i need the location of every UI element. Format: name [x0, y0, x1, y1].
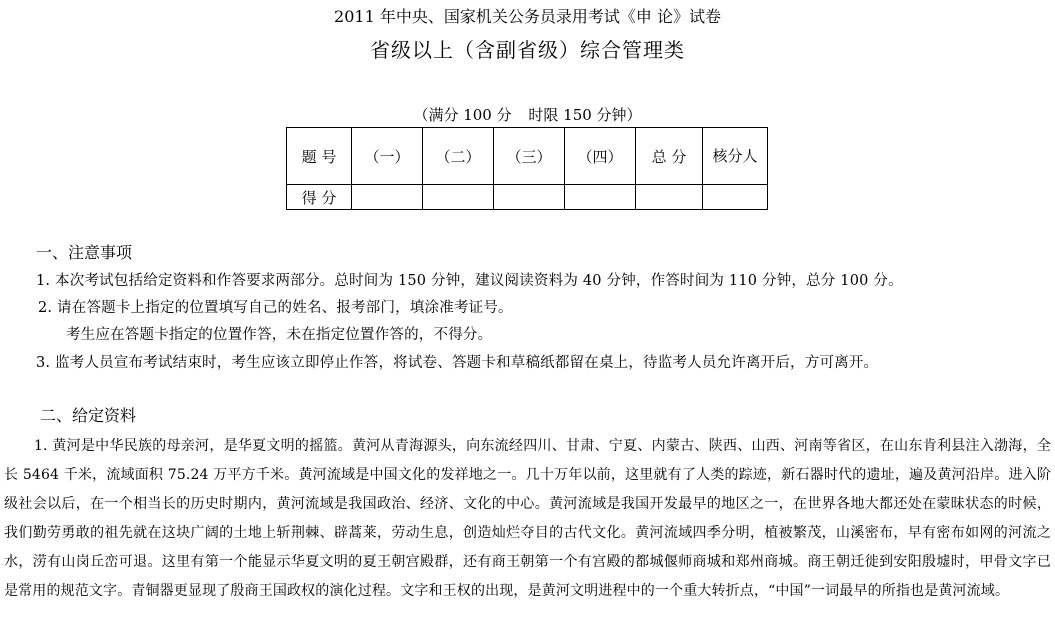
exam-title: 2011 年中央、国家机关公务员录用考试《申 论》试卷 — [334, 7, 721, 26]
score-cell-total — [636, 185, 703, 210]
score-note — [0, 104, 1055, 126]
col-checker: 核分人 — [703, 128, 768, 185]
notice-item-1: 1. 本次考试包括给定资料和作答要求两部分。总时间为 150 分钟，建议阅读资料为 40 分钟，作答时间为 110 分钟，总分 100 分。 — [36, 273, 903, 289]
time-limit-text: 时限 150 分钟） — [528, 106, 642, 124]
col-part-2: （二） — [423, 128, 494, 185]
notice-item-3: 3. 监考人员宣布考试结束时，考生应该立即停止作答，将试卷、答题卡和草稿纸都留在桌上，待监考人员允许离开后，方可离开。 — [36, 355, 879, 371]
col-part-3: （三） — [494, 128, 565, 185]
notice-item-2: 2. 请在答题卡上指定的位置填写自己的姓名、报考部门，填涂准考证号。 — [38, 300, 513, 316]
score-table-header-row — [287, 128, 768, 185]
notice-item-2-cont: 考生应在答题卡指定的位置作答，未在指定位置作答的，不得分。 — [66, 327, 493, 343]
col-part-1: （一） — [352, 128, 423, 185]
score-cell-1 — [352, 185, 423, 210]
col-part-4: （四） — [565, 128, 636, 185]
full-score-text: （满分 100 分 — [413, 106, 512, 124]
score-table-score-row — [287, 185, 768, 210]
col-total: 总 分 — [636, 128, 703, 185]
exam-subtitle: 省级以上（含副省级）综合管理类 — [370, 38, 685, 62]
materials-heading: 二、给定资料 — [40, 406, 137, 425]
score-cell-checker — [703, 185, 768, 210]
notice-heading: 一、注意事项 — [36, 243, 133, 262]
score-cell-4 — [565, 185, 636, 210]
material-paragraph-1: 1. 黄河是中华民族的母亲河，是华夏文明的摇篮。黄河从青海源头，向东流经四川、甘肃、宁夏、内蒙古、陕西、山西、河南等省区，在山东肯利县注入渤海，全长 5464 千米，流域面积 75.24 万平方千米。黄河流域是中国文化的发祥地之一。几十万年以前，这里就有了人类的踪迹，新石器时代的遗址，遍及黄河沿岸。进入阶级社会以后，在一个相当长的历史时期内，黄河流域是我国政治、经济、文化的中心。黄河流域是我国开发最早的地区之一，在世界各地大都还处在蒙昧状态的时候，我们勤劳勇敢的祖先就在这块广阔的土地上斩荆棘、辟蒿莱，劳动生息，创造灿烂夺目的古代文化。黄河流域四季分明，植被繁茂，山溪密布，早有密布如网的河流之水，涝有山岗丘峦可退。这里有第一个能显示华夏文明的夏王朝宫殿群，还有商王朝第一个有宫殿的都城偃师商城和郑州商城。商王朝迁徙到安阳殷墟时，甲骨文字已是常用的规范文字。青铜器更显现了殷商王国政权的演化过程。文字和王权的出现，是黄河文明进程中的一个重大转折点，“中国”一词最早的所指也是黄河流域。 — [4, 438, 1051, 599]
score-table — [286, 127, 768, 210]
score-cell-2 — [423, 185, 494, 210]
question-number-label: 题 号 — [287, 128, 352, 185]
score-cell-3 — [494, 185, 565, 210]
score-label: 得 分 — [287, 185, 352, 210]
